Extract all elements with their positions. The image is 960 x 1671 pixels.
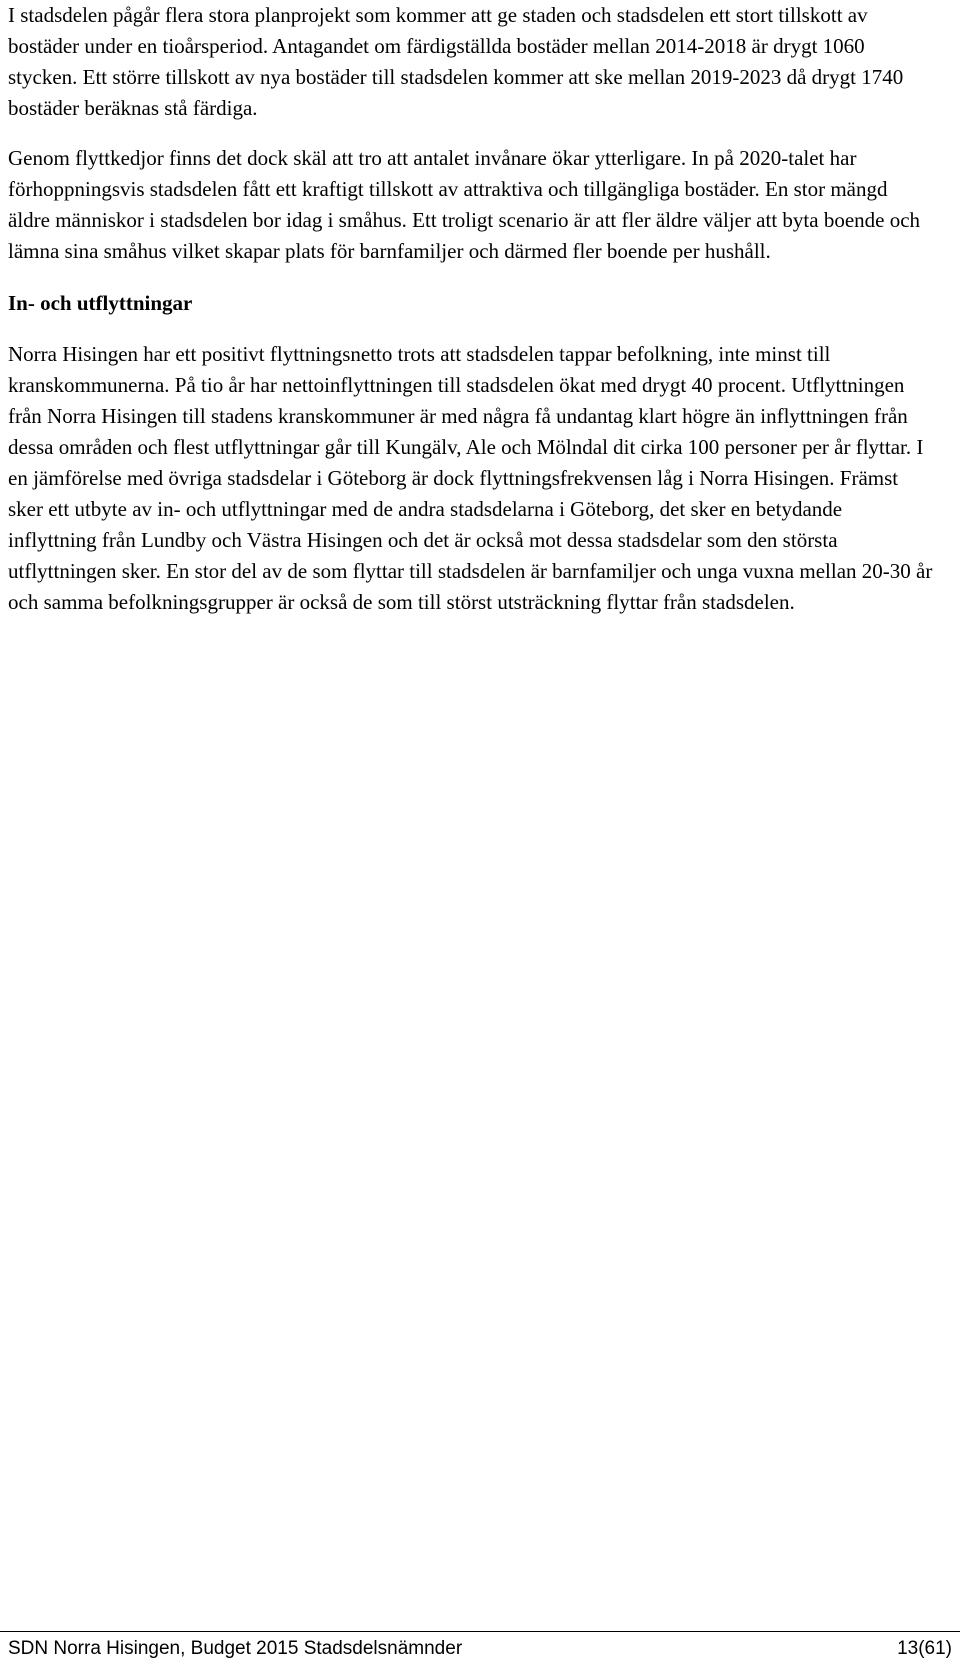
document-body bbox=[8, 0, 933, 618]
body-paragraph: Norra Hisingen har ett positivt flyttningsnetto trots att stadsdelen tappar befolkning, inte minst till kranskommunerna. På tio år har nettoinflyttningen till stadsdelen ökat med drygt 40 procent. Utflyttningen från Norra Hisingen till stadens kranskommuner är med några få undantag klart högre än inflyttningen från dessa områden och flest utflyttningar går till Kungälv, Ale och Mölndal dit cirka 100 personer per år flyttar. I en jämförelse med övriga stadsdelar i Göteborg är dock flyttningsfrekvensen låg i Norra Hisingen. Främst sker ett utbyte av in- och utflyttningar med de andra stadsdelarna i Göteborg, det sker en betydande inflyttning från Lundby och Västra Hisingen och det är också mot dessa stadsdelar som den största utflyttningen sker. En stor del av de som flyttar till stadsdelen är barnfamiljer och unga vuxna mellan 20-30 år och samma befolkningsgrupper är också de som till störst utsträckning flyttar från stadsdelen. bbox=[8, 342, 933, 614]
body-paragraph: Genom flyttkedjor finns det dock skäl att tro att antalet invånare ökar ytterligare. In på 2020-talet har förhoppningsvis stadsdelen fått ett kraftigt tillskott av attraktiva och tillgängliga bostäder. En stor mängd äldre människor i stadsdelen bor idag i småhus. Ett troligt scenario är att fler äldre väljer att byta boende och lämna sina småhus vilket skapar plats för barnfamiljer och därmed fler boende per hushåll. bbox=[8, 146, 921, 263]
page-number: 13(61) bbox=[897, 1638, 952, 1659]
footer-title: SDN Norra Hisingen, Budget 2015 Stadsdelsnämnder bbox=[8, 1638, 463, 1659]
body-paragraph: I stadsdelen pågår flera stora planprojekt som kommer att ge staden och stadsdelen ett stort tillskott av bostäder under en tioårsperiod. Antagandet om färdigställda bostäder mellan 2014-2018 är drygt 1060 stycken. Ett större tillskott av nya bostäder till stadsdelen kommer att ske mellan 2019-2023 då drygt 1740 bostäder beräknas stå färdiga. bbox=[8, 3, 904, 120]
section-heading: In- och utflyttningar bbox=[8, 291, 193, 315]
page-footer bbox=[8, 1637, 952, 1661]
footer-divider bbox=[0, 1631, 960, 1632]
